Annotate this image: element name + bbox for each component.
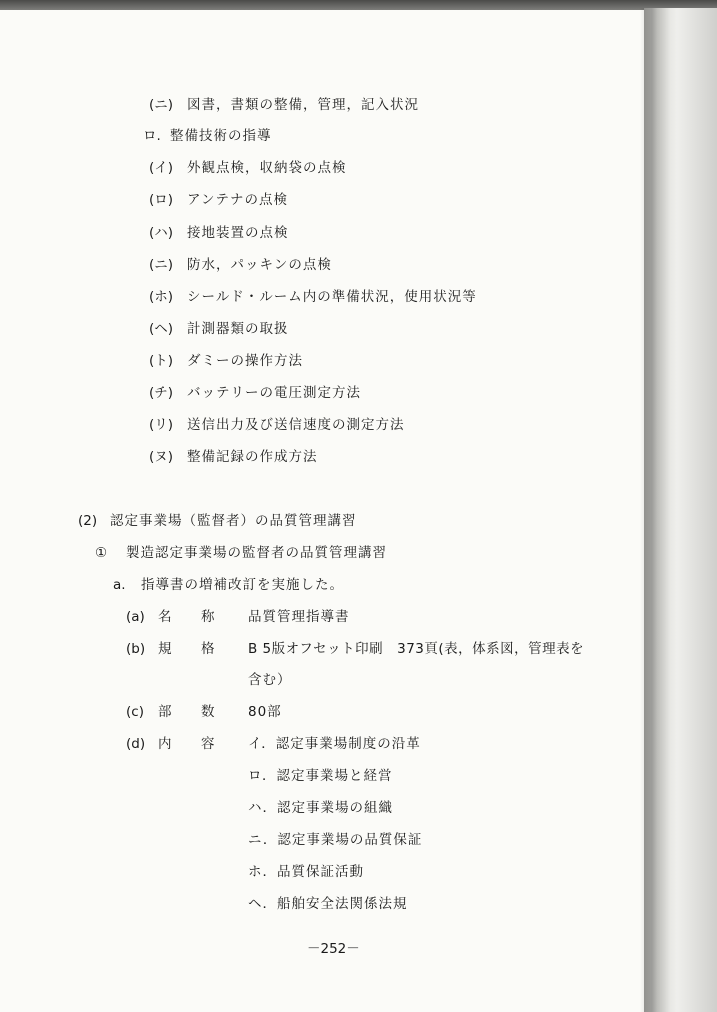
list-item: 整備技術の指導 [170, 128, 272, 144]
row-mark: (d) [126, 736, 146, 752]
section-title: 認定事業場（監督者）の品質管理講習 [110, 513, 357, 529]
list-item: アンテナの点検 [187, 192, 288, 208]
page-number: －252－ [307, 941, 360, 957]
row-mark: (a) [126, 609, 145, 625]
list-item: 計測器類の取扱 [187, 321, 289, 337]
list-item: 防水，パッキンの点検 [187, 257, 332, 273]
row-key-char: 格 [201, 641, 215, 657]
list-item: 送信出力及び送信速度の測定方法 [187, 417, 405, 433]
row-key-char: 称 [201, 609, 215, 625]
subsection-title: 製造認定事業場の監督者の品質管理講習 [126, 545, 387, 561]
row-value: イ．認定事業場制度の沿革 [248, 736, 421, 752]
list-mark: (ハ) [149, 225, 174, 241]
list-mark: (ヌ) [149, 449, 174, 465]
list-mark: (ニ) [149, 97, 174, 113]
contents-item: ヘ．船舶安全法関係法規 [248, 896, 408, 912]
list-item: 整備記録の作成方法 [187, 449, 318, 465]
row-key-char: 規 [158, 641, 172, 657]
row-value: 品質管理指導書 [248, 609, 350, 625]
list-item: ダミーの操作方法 [187, 353, 303, 369]
row-key-char: 数 [201, 704, 215, 720]
list-mark: ロ. [143, 128, 161, 144]
item-a-mark: a. [113, 577, 126, 593]
row-value-continued: 含む） [248, 672, 292, 688]
contents-item: ニ．認定事業場の品質保証 [248, 832, 423, 848]
list-mark: (ロ) [149, 192, 174, 208]
list-item: バッテリーの電圧測定方法 [187, 385, 361, 401]
list-item: 接地装置の点検 [187, 225, 289, 241]
list-mark: (ヘ) [149, 321, 174, 337]
document-page [0, 8, 644, 1012]
row-value: 80部 [248, 704, 282, 720]
row-key-char: 部 [158, 704, 172, 720]
list-mark: (ニ) [149, 257, 174, 273]
row-key-char: 内 [158, 736, 172, 752]
list-item: 図書，書類の整備，管理，記入状況 [187, 97, 419, 113]
section-mark: (2) [78, 513, 98, 529]
page-curl-shadow [640, 8, 670, 1012]
list-mark: (ホ) [149, 289, 174, 305]
list-mark: (リ) [149, 417, 174, 433]
item-a-text: 指導書の増補改訂を実施した。 [141, 577, 344, 593]
list-item: 外観点検，収納袋の点検 [187, 160, 347, 176]
row-mark: (b) [126, 641, 146, 657]
list-mark: (ト) [149, 353, 174, 369]
contents-item: ホ．品質保証活動 [248, 864, 364, 880]
list-mark: (イ) [149, 160, 174, 176]
contents-item: ハ．認定事業場の組織 [248, 800, 393, 816]
row-key-char: 容 [201, 736, 215, 752]
list-mark: (チ) [149, 385, 174, 401]
list-item: シールド・ルーム内の準備状況，使用状況等 [187, 289, 477, 305]
row-value: B 5版オフセット印刷 373頁(表，体系図，管理表を [248, 641, 585, 657]
contents-item: ロ．認定事業場と経営 [248, 768, 393, 784]
subsection-mark: ① [95, 545, 108, 561]
row-mark: (c) [126, 704, 144, 720]
row-key-char: 名 [158, 609, 172, 625]
scan-top-edge [0, 0, 717, 10]
